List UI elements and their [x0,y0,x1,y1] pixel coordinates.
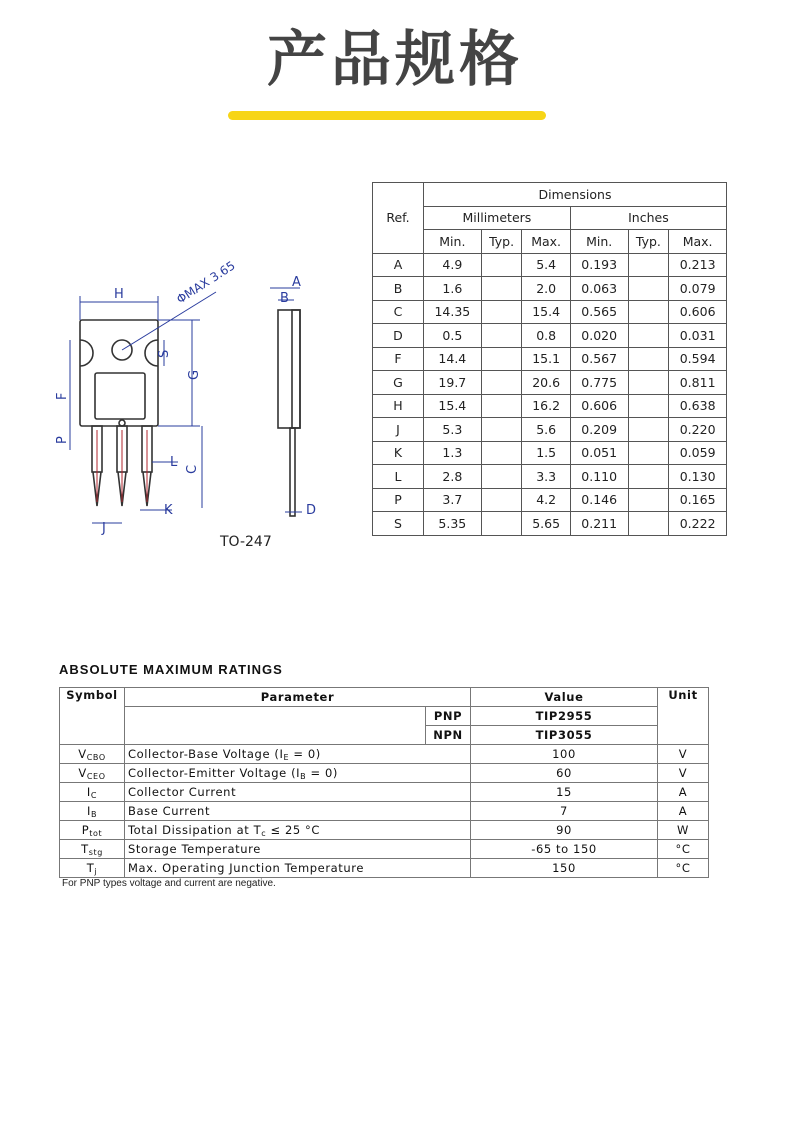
dimension-value: 5.35 [424,512,482,536]
dimension-row [373,253,727,277]
rating-row [60,764,709,783]
dimension-value: 0.5 [424,324,482,348]
rating-row [60,745,709,764]
dimension-value [481,347,522,371]
dimension-value: 14.35 [424,300,482,324]
title-underline [228,111,546,120]
dimension-ref: L [373,465,424,489]
rating-row [60,802,709,821]
ratings-heading: ABSOLUTE MAXIMUM RATINGS [59,662,283,677]
millimeters-header: Millimeters [424,206,571,230]
rating-row [60,859,709,878]
rating-symbol: $V_{CEO}$ [60,764,125,783]
dimension-value [481,512,522,536]
dim-label-c: C [185,464,200,474]
dimension-value: 0.020 [570,324,628,348]
side-tab [292,310,300,428]
rating-unit: V [658,764,709,783]
sub-header: Typ. [481,230,522,254]
package-drawing [40,240,340,560]
ref-header: Ref. [373,183,424,254]
dimension-value: 3.7 [424,488,482,512]
dimension-ref: K [373,441,424,465]
rating-parameter: Max. Operating Junction Temperature [125,859,471,878]
dimension-value: 0.059 [669,441,727,465]
dimension-value: 0.211 [570,512,628,536]
dimension-value: 1.6 [424,277,482,301]
ratings-note: For PNP types voltage and current are negative. [62,878,276,889]
dimension-value: 19.7 [424,371,482,395]
dimension-value: 0.063 [570,277,628,301]
inches-header: Inches [570,206,726,230]
dimension-value: 0.110 [570,465,628,489]
dimension-row [373,488,727,512]
dimension-value: 0.811 [669,371,727,395]
dimension-value [628,441,669,465]
rating-row [60,783,709,802]
dimension-value [481,253,522,277]
rating-unit: W [658,821,709,840]
dim-label-l: L [170,455,178,470]
dimension-value [628,253,669,277]
dimension-ref: F [373,347,424,371]
rating-symbol: $T_j$ [60,859,125,878]
dimension-row [373,371,727,395]
rating-value: -65 to 150 [471,840,658,859]
rating-unit: V [658,745,709,764]
dimension-value: 20.6 [522,371,570,395]
rating-unit: A [658,783,709,802]
sub-header: Min. [424,230,482,254]
dimension-ref: C [373,300,424,324]
dimension-row [373,394,727,418]
dimension-value [628,465,669,489]
dimension-value: 5.6 [522,418,570,442]
rating-unit: °C [658,840,709,859]
rating-parameter: Total Dissipation at $T_c \le 25$ °C [125,821,471,840]
dimension-row [373,418,727,442]
dimension-value: 15.1 [522,347,570,371]
dim-label-a: A [292,275,301,290]
dim-label-k: K [164,503,173,518]
dimension-value: 0.775 [570,371,628,395]
rating-parameter: Collector Current [125,783,471,802]
rating-row [60,840,709,859]
dimension-value [481,441,522,465]
ratings-body [60,745,709,878]
dim-label-s: S [157,349,172,358]
rating-unit: °C [658,859,709,878]
dimension-ref: P [373,488,424,512]
dimension-row [373,512,727,536]
unit-header: Unit [658,688,709,745]
dimension-value: 0.079 [669,277,727,301]
dimension-value: 5.4 [522,253,570,277]
dimensions-header: Dimensions [424,183,727,207]
sub-header: Min. [570,230,628,254]
dimension-row [373,465,727,489]
dim-label-f: F [55,392,70,400]
dim-label-d: D [306,503,317,518]
dimension-value: 1.3 [424,441,482,465]
rating-unit: A [658,802,709,821]
rating-value: 100 [471,745,658,764]
dimension-ref: G [373,371,424,395]
dimension-value: 14.4 [424,347,482,371]
dimension-value [628,488,669,512]
side-body [278,310,300,428]
dimension-value: 0.638 [669,394,727,418]
variant-type: NPN [426,726,471,745]
dim-label-h: H [114,287,124,302]
dimension-value [628,371,669,395]
dimension-value: 0.222 [669,512,727,536]
hole-label: ΦMAX 3.65 [174,258,238,307]
rating-row [60,821,709,840]
dim-label-b: B [280,291,289,306]
dimension-value: 5.65 [522,512,570,536]
dimension-value: 0.165 [669,488,727,512]
dimension-row [373,277,727,301]
dimension-value [481,394,522,418]
dimension-value: 3.3 [522,465,570,489]
dimension-value: 15.4 [522,300,570,324]
parameter-header: Parameter [125,688,471,707]
dimension-value [481,277,522,301]
dimension-value: 1.5 [522,441,570,465]
rating-symbol: $I_C$ [60,783,125,802]
value-header: Value [471,688,658,707]
variant-part: TIP2955 [471,707,658,726]
rating-symbol: $P_{tot}$ [60,821,125,840]
side-lead [290,428,295,516]
rating-parameter: Collector-Base Voltage $(I_E = 0)$ [125,745,471,764]
rating-symbol: $I_B$ [60,802,125,821]
dimension-value: 2.8 [424,465,482,489]
rating-value: 90 [471,821,658,840]
dimension-value [481,324,522,348]
variant-type: PNP [426,707,471,726]
dimension-value: 0.146 [570,488,628,512]
sub-header: Typ. [628,230,669,254]
page-title: 产品规格 [267,25,523,95]
sub-header: Max. [522,230,570,254]
dimension-value [481,488,522,512]
symbol-header: Symbol [60,688,125,745]
dimension-value: 2.0 [522,277,570,301]
rating-value: 7 [471,802,658,821]
dim-label-j: J [102,521,106,536]
rating-parameter: Storage Temperature [125,840,471,859]
dimension-value: 5.3 [424,418,482,442]
dimension-value: 0.8 [522,324,570,348]
dimension-value [481,418,522,442]
dimension-row [373,441,727,465]
dimension-ref: A [373,253,424,277]
dimension-ref: D [373,324,424,348]
dimension-value: 0.051 [570,441,628,465]
dimension-value: 0.565 [570,300,628,324]
dimension-value: 0.567 [570,347,628,371]
dimension-value: 0.606 [669,300,727,324]
dimension-value: 16.2 [522,394,570,418]
dimension-row [373,324,727,348]
dimension-value: 15.4 [424,394,482,418]
dimension-value: 0.031 [669,324,727,348]
dimension-value: 0.606 [570,394,628,418]
die-pad [95,373,145,419]
dimension-row [373,347,727,371]
dimension-ref: J [373,418,424,442]
package-label: TO-247 [220,534,272,550]
dimension-value: 0.220 [669,418,727,442]
dimension-value: 0.130 [669,465,727,489]
dimension-value [628,277,669,301]
dim-label-g: G [187,369,202,380]
rating-symbol: $T_{stg}$ [60,840,125,859]
dimension-value: 0.209 [570,418,628,442]
dimension-ref: B [373,277,424,301]
dimensions-table [372,182,727,536]
dimension-value [628,394,669,418]
left-notch [80,340,93,366]
parameter-spacer [125,707,426,745]
dimension-value [481,371,522,395]
dimension-value [628,324,669,348]
ratings-table [59,687,709,878]
variant-part: TIP3055 [471,726,658,745]
dimension-value [628,300,669,324]
dimension-ref: S [373,512,424,536]
dimension-value [628,347,669,371]
sub-header: Max. [669,230,727,254]
rating-value: 150 [471,859,658,878]
rating-parameter: Base Current [125,802,471,821]
dimension-value: 4.2 [522,488,570,512]
dimension-value [628,418,669,442]
dimension-value [628,512,669,536]
dimension-value [481,300,522,324]
dimension-value: 4.9 [424,253,482,277]
dimension-value: 0.213 [669,253,727,277]
dimensions-body [373,253,727,535]
dim-label-p: P [55,436,70,444]
rating-value: 60 [471,764,658,783]
dimension-value: 0.594 [669,347,727,371]
dimension-row [373,300,727,324]
rating-parameter: Collector-Emitter Voltage $(I_B = 0)$ [125,764,471,783]
dimension-value [481,465,522,489]
rating-value: 15 [471,783,658,802]
dimension-ref: H [373,394,424,418]
dimension-value: 0.193 [570,253,628,277]
rating-symbol: $V_{CBO}$ [60,745,125,764]
